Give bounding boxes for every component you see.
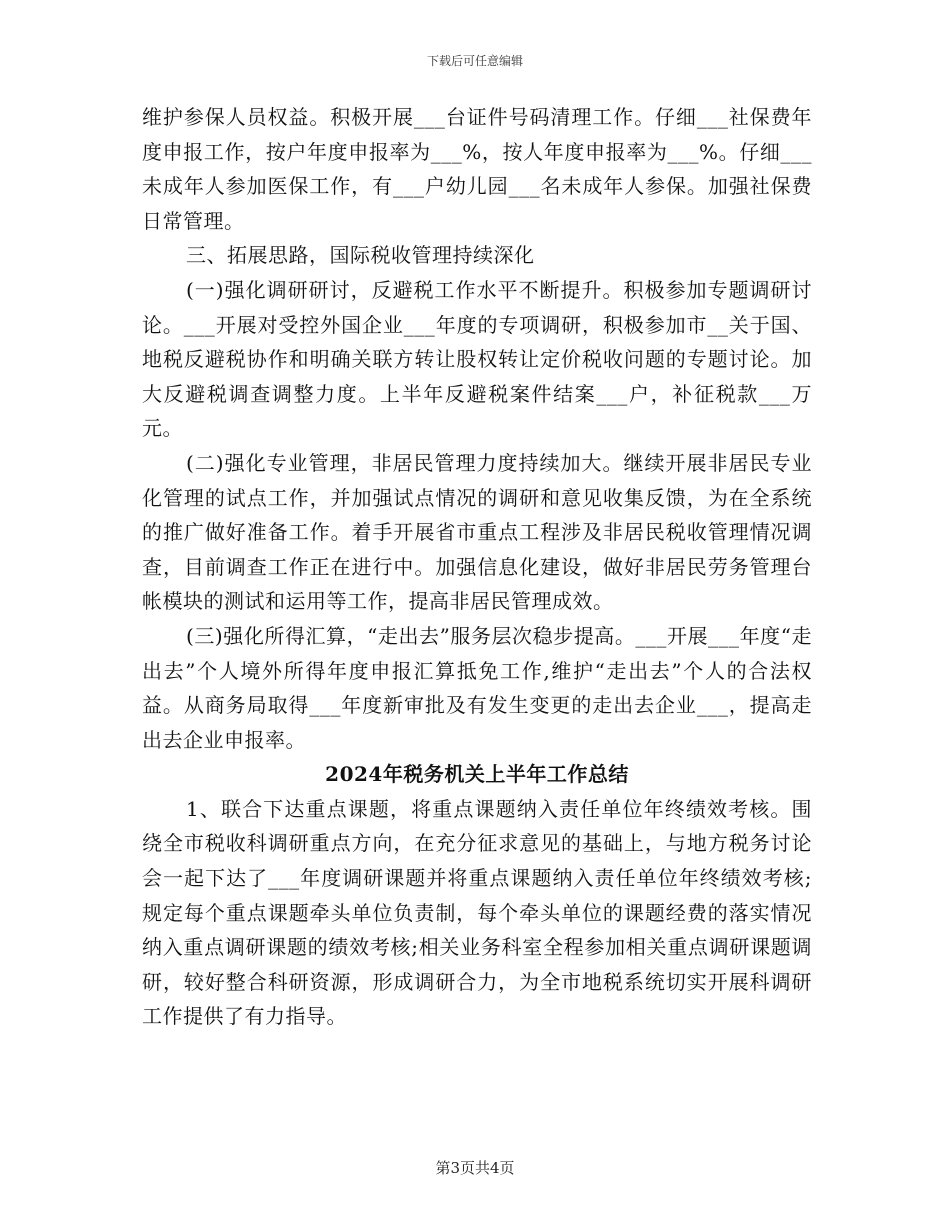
paragraph-sub-3: (三)强化所得汇算，“走出去”服务层次稳步提高。___开展___年度“走出去”个人境外所得年度申报汇算抵免工作,维护“走出去”个人的合法权益。从商务局取得___年度新审批及有发生变更的走出去企业___，提高走出去企业申报率。 bbox=[142, 623, 812, 752]
paragraph-sub-1: (一)强化调研研讨，反避税工作水平不断提升。积极参加专题调研讨论。___开展对受控外国企业___年度的专项调研，积极参加市__关于国、地税反避税协作和明确关联方转让股权转让定价税收问题的专题讨论。加大反避税调查调整力度。上半年反避税案件结案___户，补征税款___万元。 bbox=[142, 277, 812, 441]
paragraph-sub-2: (二)强化专业管理，非居民管理力度持续加大。继续开展非居民专业化管理的试点工作，并加强试点情况的调研和意见收集反馈，为在全系统的推广做好准备工作。着手开展省市重点工程涉及非居民税收管理情况调查，目前调查工作正在进行中。加强信息化建设，做好非居民劳务管理台帐模块的测试和运用等工作，提高非居民管理成效。 bbox=[142, 450, 812, 614]
page-header: 下载后可任意编辑 bbox=[426, 54, 523, 68]
document-title: 2024年税务机关上半年工作总结 bbox=[325, 762, 629, 787]
page-footer: 第3页共4页 bbox=[435, 1159, 515, 1177]
paragraph-continuation: 维护参保人员权益。积极开展___台证件号码清理工作。仔细___社保费年度申报工作，按户年度申报率为___%，按人年度申报率为___%。仔细___未成年人参加医保工作，有___户幼儿园___名未成年人参保。加强社保费日常管理。 bbox=[142, 105, 812, 233]
document-body bbox=[142, 100, 812, 1034]
paragraph-item-1: 1、联合下达重点课题，将重点课题纳入责任单位年终绩效考核。围绕全市税收科调研重点方向，在充分征求意见的基础上，与地方税务讨论会一起下达了___年度调研课题并将重点课题纳入责任单位年终绩效考核;规定每个重点课题牵头单位负责制，每个牵头单位的课题经费的落实情况纳入重点调研课题的绩效考核;相关业务科室全程参加相关重点调研课题调研，较好整合科研资源，形成调研合力，为全市地税系统切实开展科调研工作提供了有力指导。 bbox=[142, 796, 812, 1029]
section-heading-3: 三、拓展思路，国际税收管理持续深化 bbox=[186, 243, 535, 268]
